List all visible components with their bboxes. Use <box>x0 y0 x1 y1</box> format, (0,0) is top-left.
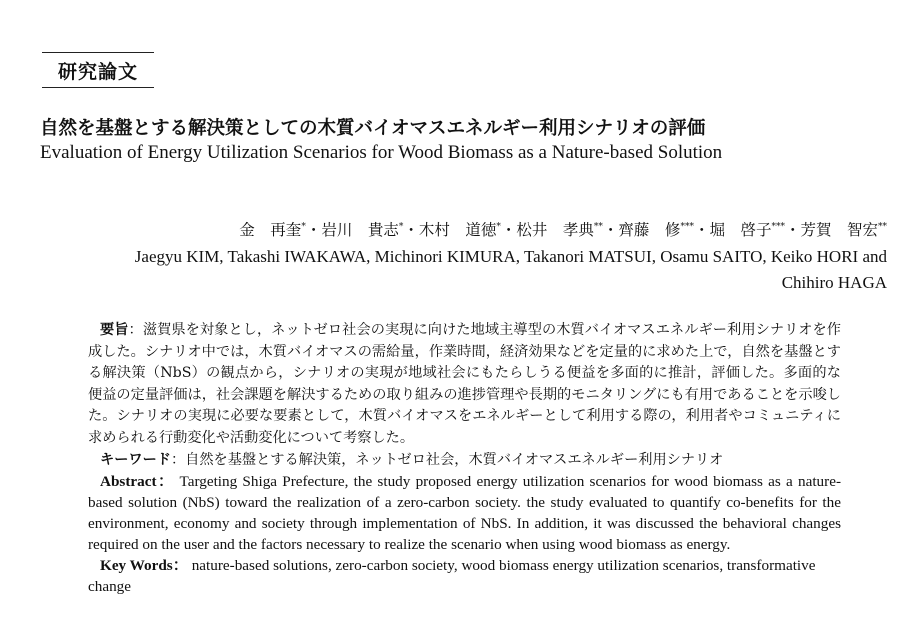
keywords-english <box>88 555 841 597</box>
keywords-en-label: Key Words： <box>100 557 188 575</box>
author-name-ja: 齊藤 修 <box>618 221 681 239</box>
author-separator: ・ <box>693 221 710 239</box>
abstract-ja-label: 要旨 <box>100 322 129 338</box>
author-name-ja: 金 再奎 <box>239 221 302 239</box>
author-affiliation-mark: ** <box>593 221 603 232</box>
keywords-ja-text: ：自然を基盤とする解決策，ネットゼロ社会，木質バイオマスエネルギー利用シナリオ <box>170 451 724 468</box>
author-affiliation-mark: * <box>398 221 404 232</box>
author-affiliation-mark: * <box>301 221 306 232</box>
author-separator: ・ <box>500 221 517 239</box>
author-name-ja: 木村 道徳 <box>418 221 497 239</box>
author-name-ja: 松井 孝典 <box>516 221 594 239</box>
title-english: Evaluation of Energy Utilization Scenarios for Wood Biomass as a Nature-based Solution <box>40 142 723 163</box>
abstract-en-label: Abstract： <box>100 473 175 491</box>
abstract-ja-text: ：滋賀県を対象とし，ネットゼロ社会の実現に向けた地域主導型の木質バイオマスエネルギー利用シナリオを作成した。シナリオ中では，木質バイオマスの需給量，作業時間，経済効果などを定量的に求めた上で，自然を基盤とする解決策（NbS）の観点から，シナリオの実現が地域社会にもたらしうる便益を多面的に推計，評価した。多面的な便益の定量評価は，社会課題を解決するための取り組みの進捗管理や長期的モニタリングにも有用であることを示唆した。シナリオの実現に必要な要素として，木質バイオマスをエネルギーとして利用する際の，利用者やコミュニティに求められる行動変化や活動変化について考察した。 <box>88 322 841 446</box>
author-separator: ・ <box>602 221 619 239</box>
author-separator: ・ <box>305 221 322 239</box>
author-affiliation-mark: *** <box>680 221 694 232</box>
keywords-ja-label: キーワード <box>100 451 171 468</box>
abstract-en-text: Targeting Shiga Prefecture, the study proposed energy utilization scenarios for wood biomass as a nature-based solution (NbS) toward the realization of a zero-carbon society. the study evaluated to quantify co-benefits for the environment, economy and society through implementation of NbS. In addition, it was discussed the behavioral changes required on the user and the factors necessary to realize the scenario when using wood biomass as energy. <box>88 473 841 554</box>
author-affiliation-mark: ** <box>878 221 887 232</box>
abstract-block <box>88 320 841 597</box>
author-name-ja: 岩川 貴志 <box>321 221 399 239</box>
authors-english: Jaegyu KIM, Takashi IWAKAWA, Michinori KIMURA, Takanori MATSUI, Osamu SAITO, Keiko HORI and Chihiro HAGA <box>134 247 887 292</box>
author-separator: ・ <box>403 221 419 239</box>
keywords-en-text: nature-based solutions, zero-carbon society, wood biomass energy utilization scenarios, transformative change <box>88 557 816 596</box>
authors-japanese <box>239 218 887 240</box>
author-affiliation-mark: *** <box>771 221 785 232</box>
article-category-label: 研究論文 <box>42 52 154 88</box>
author-separator: ・ <box>784 221 801 239</box>
author-name-ja: 芳賀 智宏 <box>800 221 878 239</box>
author-name-ja: 堀 啓子 <box>709 221 772 239</box>
keywords-japanese <box>88 450 841 472</box>
title-japanese: 自然を基盤とする解決策としての木質バイオマスエネルギー利用シナリオの評価 <box>40 118 706 139</box>
author-affiliation-mark: * <box>496 221 501 232</box>
abstract-english <box>88 471 841 555</box>
abstract-japanese <box>88 320 841 450</box>
